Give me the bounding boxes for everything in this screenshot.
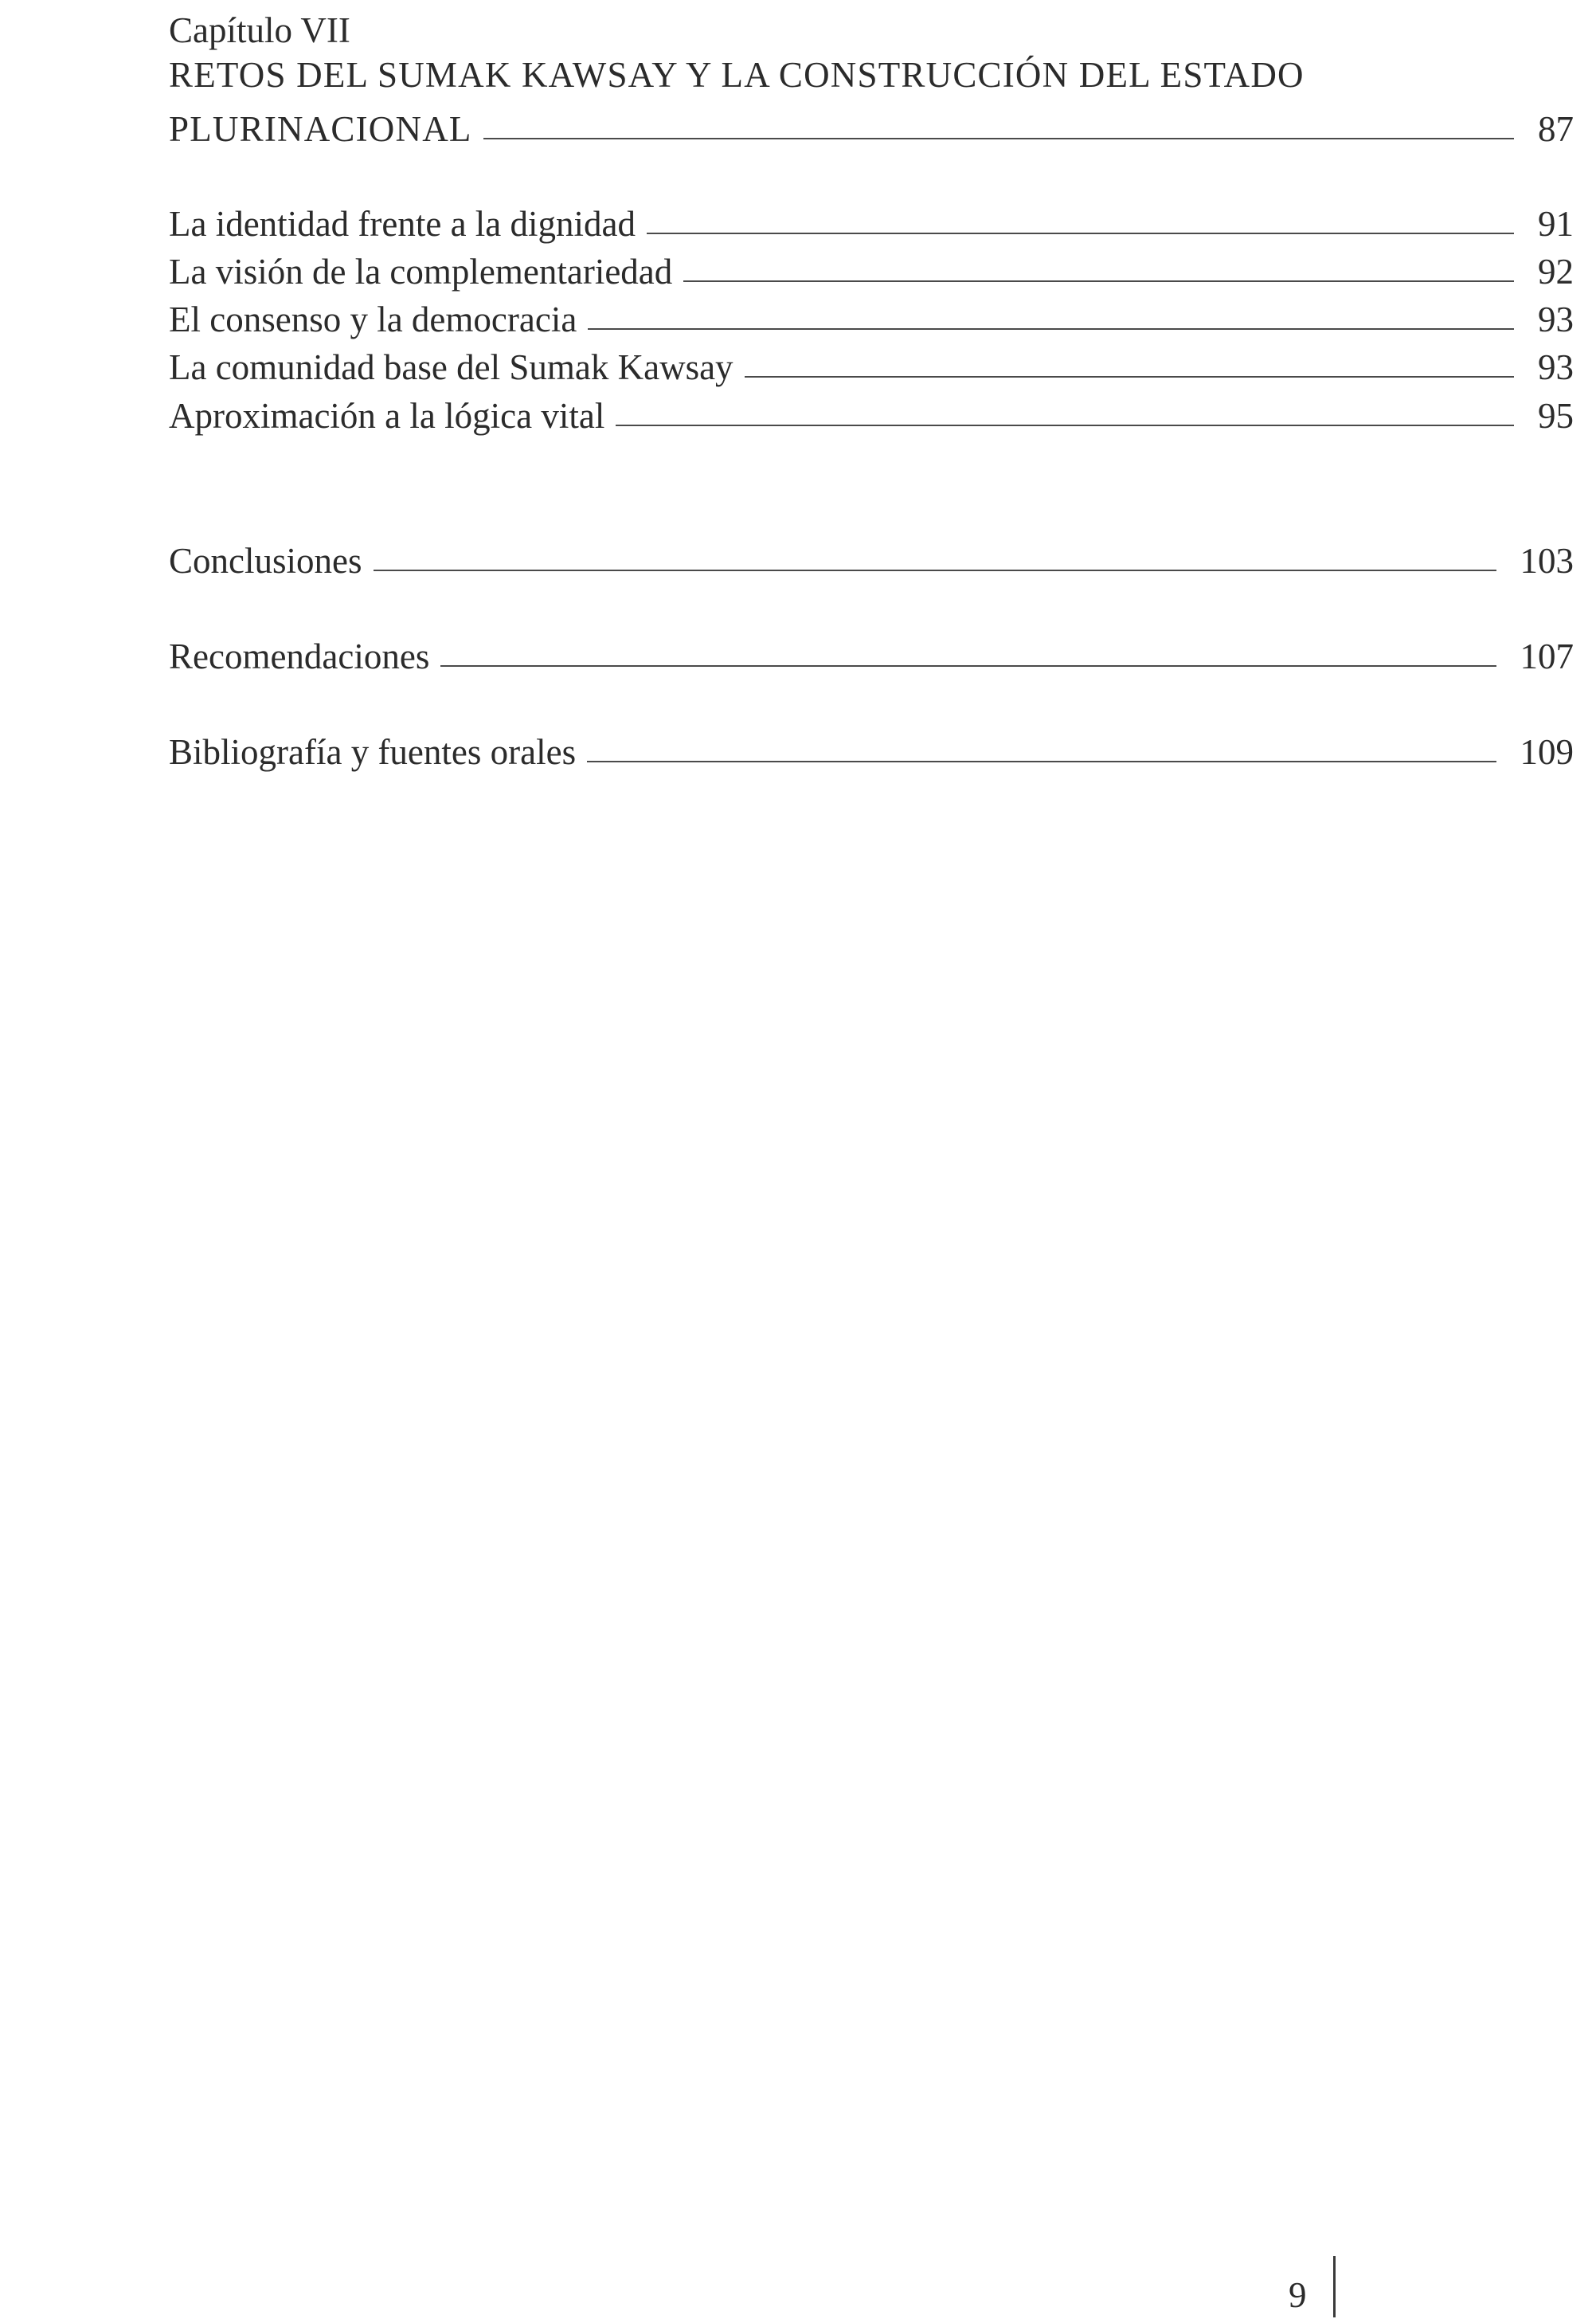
page-reference: 93 (1538, 300, 1574, 339)
page-reference: 93 (1538, 347, 1574, 387)
section-title: La identidad frente a la dignidad (169, 204, 636, 244)
page-reference: 107 (1520, 637, 1574, 676)
back-matter-title: Bibliografía y fuentes orales (169, 732, 577, 772)
page-number-rule (1333, 2256, 1336, 2317)
toc-entry-back-matter (169, 728, 1574, 776)
toc-entry-chapter (169, 105, 1574, 153)
leader-line (440, 665, 1496, 667)
page-reference: 87 (1538, 109, 1574, 149)
back-matter-title: Conclusiones (169, 541, 362, 581)
page-reference: 95 (1538, 396, 1574, 436)
chapter-label: Capítulo VII (169, 10, 350, 50)
leader-line (588, 328, 1514, 330)
page-reference: 91 (1538, 204, 1574, 244)
leader-line (647, 233, 1514, 234)
toc-entry-back-matter (169, 633, 1574, 680)
leader-line (483, 138, 1514, 139)
toc-entry-section (169, 248, 1574, 296)
section-title: Aproximación a la lógica vital (169, 396, 605, 436)
page-reference: 109 (1520, 732, 1574, 772)
toc-entry-section (169, 296, 1574, 343)
toc-entry-back-matter (169, 537, 1574, 585)
section-title: El consenso y la democracia (169, 300, 577, 339)
leader-line (683, 280, 1514, 282)
page-number: 9 (1289, 2275, 1307, 2315)
leader-line (745, 376, 1514, 378)
page-reference: 103 (1520, 541, 1574, 581)
page-reference: 92 (1538, 252, 1574, 292)
leader-line (587, 761, 1496, 762)
leader-line (374, 570, 1496, 571)
toc-entry-section (169, 343, 1574, 391)
chapter-title-line-2: PLURINACIONAL (169, 109, 472, 149)
toc-entry-section (169, 200, 1574, 248)
toc-entry-section (169, 392, 1574, 440)
leader-line (616, 425, 1514, 426)
chapter-title-line-1: RETOS DEL SUMAK KAWSAY Y LA CONSTRUCCIÓN DEL ESTADO (169, 55, 1305, 95)
back-matter-title: Recomendaciones (169, 637, 430, 676)
section-title: La visión de la complementariedad (169, 252, 673, 292)
section-title: La comunidad base del Sumak Kawsay (169, 347, 733, 387)
